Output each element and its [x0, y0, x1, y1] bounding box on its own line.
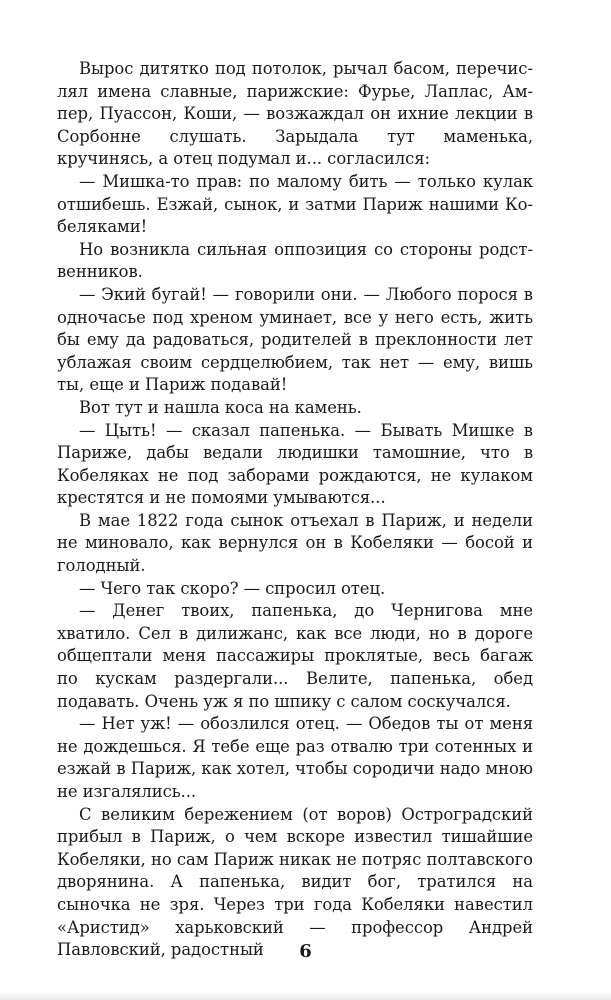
- page-bottom-edge: [0, 992, 611, 1000]
- paragraph-8: — Чего так скоро? — спросил отец.: [79, 578, 386, 598]
- paragraph-3: Но возникла сильная оппозиция со стороны родственников.: [57, 239, 533, 282]
- page-text: [57, 58, 533, 962]
- paragraph-10: — Нет уж! — обозлился отец. — Обедов ты от меня не дождешься. Я тебе еще раз отвалю три сотенных и езжай в Париж, как хотел, чтобы сородичи надо мною не изгалялись...: [57, 714, 533, 801]
- paragraph-11: С великим бережением (от воров) Остроградский прибыл в Париж, о чем вскоре известил тишайшие Кобеляки, но сам Париж никак не потряс полтавского дворянина. А папенька, видит бог, тратился на сыночка не зря. Через три года Кобеляки навестил «Аристид» харьковский — профессор Андрей Павловский, радостный: [57, 804, 533, 960]
- page-number: 6: [299, 941, 312, 962]
- paragraph-1: Вырос дитятко под потолок, рычал басом, перечислял имена славные, парижские: Фурье, Лаплас, Ампер, Пуассон, Коши, — возжаждал он ихние лекции в Сорбонне слушать. Зарыдала тут маменька, кручинясь, а отец подумал и... согласился:: [57, 59, 533, 169]
- paragraph-5: Вот тут и нашла коса на камень.: [79, 397, 362, 417]
- paragraph-9: — Денег твоих, папенька, до Чернигова мне хватило. Сел в дилижанс, как все люди, но в дороге общептали меня пассажиры проклятые, весь багаж по кускам раздергали... Велите, папенька, обед подавать. Очень уж я по шпику с салом соскучался.: [57, 601, 533, 711]
- paragraph-7: В мае 1822 года сынок отъехал в Париж, и недели не миновало, как вернулся он в Кобеляки — босой и голодный.: [57, 510, 533, 576]
- paragraph-6: — Цыть! — сказал папенька. — Бывать Мишке в Париже, дабы ведали людишки тамошние, что в Кобеляках не под заборами рождаются, не кулаком крестятся и не помоями умываются...: [57, 420, 533, 508]
- paragraph-4: — Экий бугай! — говорили они. — Любого порося в одночасье под хреном уминает, все у него есть, жить бы ему да радоваться, родителей в преклонности лет ублажая своим сердцелюбием, так нет — ему, вишь ты, еще и Париж подавай!: [57, 284, 533, 395]
- paragraph-2: — Мишка-то прав: по малому бить — только кулак отшибешь. Езжай, сынок, и затми Париж нашими Кобеляками!: [57, 171, 533, 237]
